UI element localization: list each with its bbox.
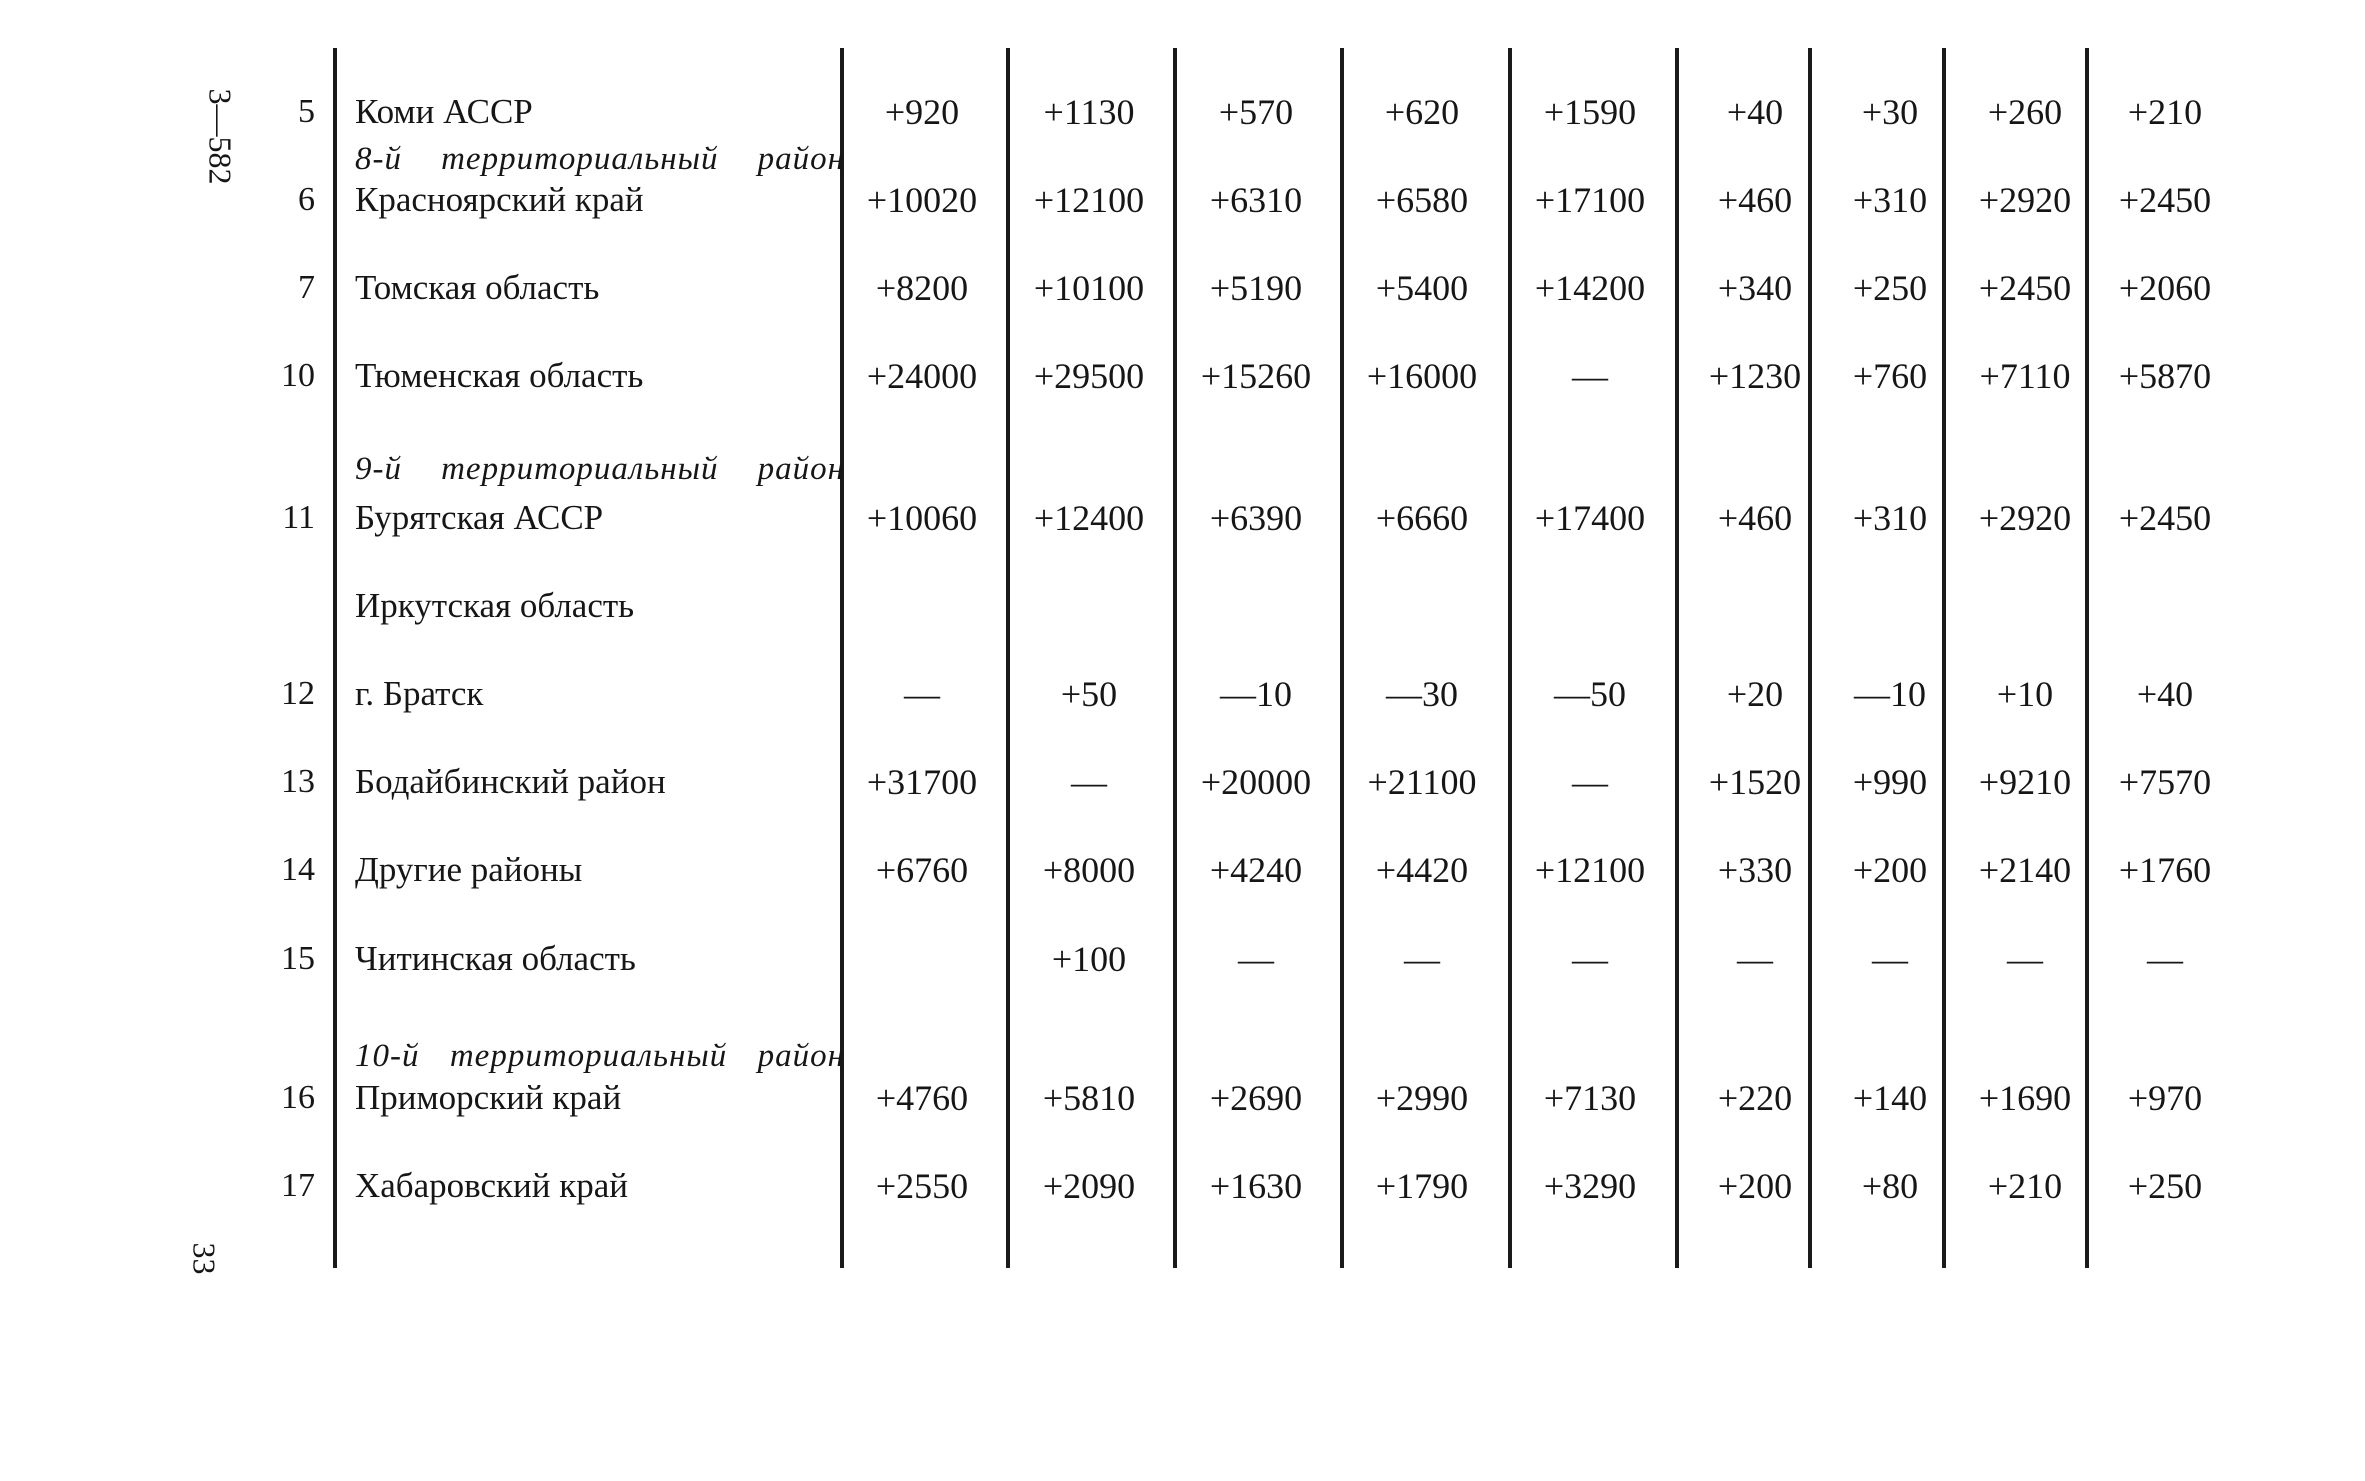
value-cell: +6760 xyxy=(875,850,969,890)
value-cell: +3290 xyxy=(1543,1166,1637,1206)
value-cell: +17400 xyxy=(1534,498,1646,538)
value-cell: —50 xyxy=(1554,674,1626,714)
value-cell: +6310 xyxy=(1209,180,1303,220)
table-row xyxy=(0,258,2365,318)
value-cell: +200 xyxy=(1852,850,1928,890)
value-cell: +140 xyxy=(1852,1078,1928,1118)
value-cell: — xyxy=(1238,939,1274,979)
value-cell: +760 xyxy=(1852,356,1928,396)
district-word: район xyxy=(757,141,845,177)
page-number: 33 xyxy=(186,1242,223,1275)
value-cell: +220 xyxy=(1717,1078,1793,1118)
value-cell: +460 xyxy=(1717,498,1793,538)
value-cell: +50 xyxy=(1060,674,1118,714)
value-cell: — xyxy=(1572,939,1608,979)
value-cell: +31700 xyxy=(866,762,978,802)
value-cell: +1630 xyxy=(1209,1166,1303,1206)
value-cell: +40 xyxy=(2136,674,2194,714)
value-cell: +20000 xyxy=(1200,762,1312,802)
value-cell: +14200 xyxy=(1534,268,1646,308)
region-name: Тюменская область xyxy=(355,356,644,395)
value-cell: +7130 xyxy=(1543,1078,1637,1118)
region-name: Иркутская область xyxy=(355,586,635,625)
value-cell: +7570 xyxy=(2118,762,2212,802)
value-cell: +2450 xyxy=(1978,268,2072,308)
value-cell: +2090 xyxy=(1042,1166,1136,1206)
region-name: Томская область xyxy=(355,268,600,307)
district-word: 8-й xyxy=(355,141,402,177)
value-cell: +2920 xyxy=(1978,180,2072,220)
table-row xyxy=(0,82,2365,142)
value-cell: — xyxy=(1572,356,1608,396)
value-cell: +1590 xyxy=(1543,92,1637,132)
value-cell: — xyxy=(1404,939,1440,979)
district-header xyxy=(355,447,845,491)
row-number: 11 xyxy=(282,499,315,536)
value-cell: — xyxy=(1572,762,1608,802)
value-cell: +9210 xyxy=(1978,762,2072,802)
value-cell: +10 xyxy=(1996,674,2054,714)
table-row xyxy=(0,576,2365,636)
value-cell: +620 xyxy=(1384,92,1460,132)
value-cell: — xyxy=(1872,939,1908,979)
row-number: 17 xyxy=(281,1167,315,1204)
region-name: Другие районы xyxy=(355,850,583,889)
region-name: Красноярский край xyxy=(355,180,644,219)
region-name: г. Братск xyxy=(355,674,484,713)
value-cell: +10060 xyxy=(866,498,978,538)
district-word: территориальный xyxy=(441,141,719,177)
value-cell: +5190 xyxy=(1209,268,1303,308)
table-row xyxy=(0,752,2365,812)
value-cell: — xyxy=(1071,762,1107,802)
value-cell: +2550 xyxy=(875,1166,969,1206)
district-word: территориальный xyxy=(449,1038,728,1074)
value-cell: +250 xyxy=(1852,268,1928,308)
row-number: 5 xyxy=(298,93,315,130)
value-cell: —30 xyxy=(1386,674,1458,714)
district-word: район xyxy=(757,1038,845,1074)
region-name: Приморский край xyxy=(355,1078,622,1117)
row-number: 16 xyxy=(281,1079,315,1116)
value-cell: — xyxy=(904,674,940,714)
value-cell: +200 xyxy=(1717,1166,1793,1206)
value-cell: — xyxy=(1737,939,1773,979)
value-cell: +8200 xyxy=(875,268,969,308)
value-cell: +40 xyxy=(1726,92,1784,132)
value-cell: +4240 xyxy=(1209,850,1303,890)
value-cell: —10 xyxy=(1854,674,1926,714)
value-cell: +1230 xyxy=(1708,356,1802,396)
value-cell: +5810 xyxy=(1042,1078,1136,1118)
value-cell: +330 xyxy=(1717,850,1793,890)
value-cell: +210 xyxy=(2127,92,2203,132)
row-number: 10 xyxy=(281,357,315,394)
value-cell: +2450 xyxy=(2118,180,2212,220)
table-row xyxy=(0,929,2365,989)
value-cell: +4420 xyxy=(1375,850,1469,890)
table-row xyxy=(0,1068,2365,1128)
value-cell: +80 xyxy=(1861,1166,1919,1206)
value-cell: +24000 xyxy=(866,356,978,396)
table-row xyxy=(0,664,2365,724)
value-cell: +1520 xyxy=(1708,762,1802,802)
value-cell: +6580 xyxy=(1375,180,1469,220)
value-cell: +12400 xyxy=(1033,498,1145,538)
value-cell: —10 xyxy=(1220,674,1292,714)
value-cell: +2990 xyxy=(1375,1078,1469,1118)
table-row xyxy=(0,1156,2365,1216)
value-cell: +570 xyxy=(1218,92,1294,132)
row-number: 6 xyxy=(298,181,315,218)
value-cell: +260 xyxy=(1987,92,2063,132)
table-row xyxy=(0,488,2365,548)
value-cell: +5870 xyxy=(2118,356,2212,396)
value-cell: +1130 xyxy=(1043,92,1135,132)
value-cell: +970 xyxy=(2127,1078,2203,1118)
value-cell: +17100 xyxy=(1534,180,1646,220)
region-name: Коми АССР xyxy=(355,92,533,131)
table-row xyxy=(0,346,2365,406)
region-name: Хабаровский край xyxy=(355,1166,628,1205)
value-cell: +1760 xyxy=(2118,850,2212,890)
value-cell: +310 xyxy=(1852,498,1928,538)
value-cell: +8000 xyxy=(1042,850,1136,890)
value-cell: +210 xyxy=(1987,1166,2063,1206)
table-row xyxy=(0,170,2365,230)
value-cell: +1690 xyxy=(1978,1078,2072,1118)
value-cell: +2690 xyxy=(1209,1078,1303,1118)
value-cell: +2060 xyxy=(2118,268,2212,308)
row-number: 7 xyxy=(298,269,315,306)
value-cell: — xyxy=(2147,939,2183,979)
region-name: Читинская область xyxy=(355,939,636,978)
table-row xyxy=(0,840,2365,900)
value-cell: +15260 xyxy=(1200,356,1312,396)
value-cell: +250 xyxy=(2127,1166,2203,1206)
value-cell: +2450 xyxy=(2118,498,2212,538)
value-cell: +29500 xyxy=(1033,356,1145,396)
value-cell: — xyxy=(2007,939,2043,979)
value-cell: +16000 xyxy=(1366,356,1478,396)
value-cell: +5400 xyxy=(1375,268,1469,308)
value-cell: +10100 xyxy=(1033,268,1145,308)
row-number: 14 xyxy=(281,851,315,888)
region-name: Бодайбинский район xyxy=(355,762,666,801)
value-cell: +30 xyxy=(1861,92,1919,132)
value-cell: +6660 xyxy=(1375,498,1469,538)
value-cell: +990 xyxy=(1852,762,1928,802)
value-cell: +7110 xyxy=(1979,356,2071,396)
value-cell: +1790 xyxy=(1375,1166,1469,1206)
district-word: территориальный xyxy=(441,451,719,487)
value-cell: +100 xyxy=(1051,939,1127,979)
district-word: 9-й xyxy=(355,451,402,487)
value-cell: +12100 xyxy=(1534,850,1646,890)
row-number: 13 xyxy=(281,763,315,800)
value-cell: +6390 xyxy=(1209,498,1303,538)
region-name: Бурятская АССР xyxy=(355,498,604,537)
value-cell: +12100 xyxy=(1033,180,1145,220)
margin-note: 3—582 xyxy=(202,88,239,185)
value-cell: +20 xyxy=(1726,674,1784,714)
district-word: район xyxy=(757,451,845,487)
value-cell: +10020 xyxy=(866,180,978,220)
value-cell: +21100 xyxy=(1367,762,1477,802)
row-number: 15 xyxy=(281,940,315,977)
value-cell: +920 xyxy=(884,92,960,132)
value-cell: +4760 xyxy=(875,1078,969,1118)
district-word: 10-й xyxy=(355,1038,420,1074)
value-cell: +2140 xyxy=(1978,850,2072,890)
row-number: 12 xyxy=(281,675,315,712)
value-cell: +460 xyxy=(1717,180,1793,220)
value-cell: +340 xyxy=(1717,268,1793,308)
value-cell: +2920 xyxy=(1978,498,2072,538)
value-cell: +310 xyxy=(1852,180,1928,220)
